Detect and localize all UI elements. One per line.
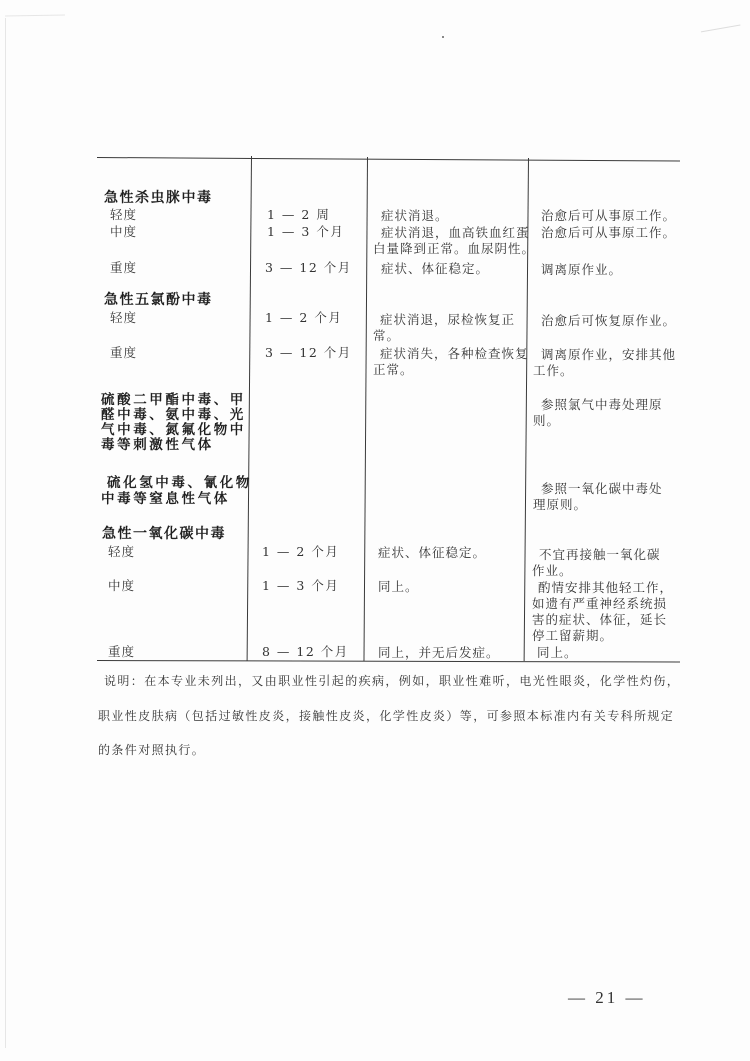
duration-cell: 1 — 2 个月 (265, 310, 343, 325)
severity-label: 重度 (110, 260, 138, 275)
handling-cell: 调离原作业，安排其他 (541, 347, 677, 362)
section-title: 气中毒、氮氟化物中 (101, 422, 246, 438)
scan-edge (5, 14, 65, 16)
duration-cell: 3 — 12 个月 (265, 260, 352, 275)
severity-label: 轻度 (110, 310, 138, 325)
severity-label: 中度 (110, 224, 138, 239)
duration-cell: 1 — 3 个月 (262, 578, 340, 593)
handling-cell: 工作。 (533, 363, 574, 378)
table-bottom-rule (97, 660, 680, 663)
column-divider-1 (247, 156, 252, 661)
section-title: 急性杀虫脒中毒 (104, 190, 213, 206)
recovery-cell: 症状消失，各种检查恢复 (380, 346, 529, 361)
note-text: 说明：在本专业未列出，又由职业性引起的疾病，例如，职业性难听，电光性眼炎，化学性灼伤， (104, 674, 681, 688)
handling-cell: 作业。 (532, 563, 573, 578)
handling-cell: 参照氯气中毒处理原 (541, 397, 663, 412)
section-title: 硫化氢中毒、氰化物 (107, 475, 252, 491)
handling-cell: 同上。 (537, 645, 578, 660)
section-title: 急性五氯酚中毒 (104, 292, 213, 308)
duration-cell: 1 — 2 个月 (262, 544, 340, 559)
severity-label: 轻度 (108, 544, 136, 559)
handling-cell: 则。 (533, 413, 561, 428)
section-title: 醛中毒、氨中毒、光 (101, 407, 246, 423)
recovery-cell: 症状、体征稳定。 (378, 545, 487, 560)
handling-cell: 害的症状、体征，延长 (532, 612, 668, 627)
recovery-cell: 症状消退。 (381, 208, 449, 223)
section-title: 急性一氧化碳中毒 (102, 526, 226, 542)
scan-edge (5, 18, 6, 1048)
handling-cell: 停工留薪期。 (532, 628, 614, 643)
column-divider-2 (363, 157, 368, 661)
handling-cell: 不宜再接触一氧化碳 (539, 547, 661, 562)
section-title: 中毒等窒息性气体 (101, 491, 230, 507)
recovery-cell: 症状消退，血高铁血红蛋 (381, 225, 530, 240)
recovery-cell: 同上，并无后发症。 (378, 645, 500, 660)
handling-cell: 治愈后可从事原工作。 (541, 225, 677, 240)
severity-label: 重度 (108, 644, 136, 659)
scan-edge (700, 17, 741, 33)
handling-cell: 治愈后可恢复原作业。 (541, 313, 677, 328)
section-title: 毒等刺激性气体 (101, 437, 214, 453)
scan-speck (442, 36, 444, 38)
recovery-cell: 正常。 (373, 362, 414, 377)
handling-cell: 酌情安排其他轻工作， (538, 580, 674, 595)
severity-label: 轻度 (110, 207, 138, 222)
recovery-cell: 同上。 (378, 579, 419, 594)
handling-cell: 参照一氧化碳中毒处 (541, 481, 663, 496)
page-number: — 21 — (568, 988, 646, 1007)
handling-cell: 理原则。 (533, 497, 588, 512)
duration-cell: 1 — 3 个月 (267, 224, 345, 239)
severity-label: 中度 (108, 578, 136, 593)
handling-cell: 治愈后可从事原工作。 (541, 208, 677, 223)
handling-cell: 如遗有严重神经系统损 (532, 596, 668, 611)
table-top-rule (97, 157, 680, 162)
note-text: 职业性皮肤病（包括过敏性皮炎，接触性皮炎，化学性皮炎）等，可参照本标准内有关专科所规定 (98, 709, 675, 723)
recovery-cell: 常。 (373, 328, 401, 343)
duration-cell: 8 — 12 个月 (262, 644, 349, 659)
handling-cell: 调离原作业。 (541, 262, 623, 277)
duration-cell: 1 — 2 周 (267, 207, 331, 222)
recovery-cell: 症状消退，尿检恢复正 (380, 312, 516, 327)
severity-label: 重度 (110, 345, 138, 360)
recovery-cell: 症状、体征稳定。 (381, 261, 490, 276)
section-title: 硫酸二甲酯中毒、甲 (101, 392, 246, 408)
recovery-cell: 白量降到正常。血尿阴性。 (373, 241, 536, 256)
duration-cell: 3 — 12 个月 (265, 345, 352, 360)
note-text: 的条件对照执行。 (98, 743, 206, 757)
